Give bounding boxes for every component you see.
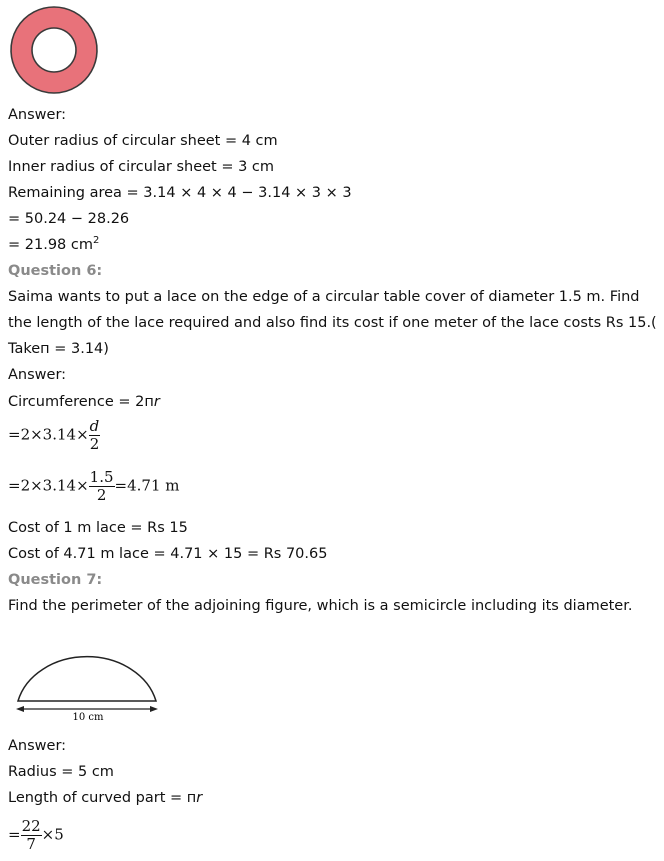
- q5-outer-radius: Outer radius of circular sheet = 4 cm: [8, 133, 278, 149]
- q7-answer-label: Answer:: [8, 738, 67, 754]
- q7-eq-fraction: [21, 818, 42, 853]
- q5-result: [8, 236, 99, 254]
- dimension-arrow-right: [150, 706, 158, 712]
- eq2-denominator: 2: [96, 486, 107, 504]
- eq1-fraction: [89, 418, 101, 453]
- q6-equation1: [8, 418, 100, 453]
- q6-circumference: [8, 393, 160, 411]
- q7-eq-prefix: =: [8, 825, 21, 844]
- q5-inner-radius: Inner radius of circular sheet = 3 cm: [8, 159, 275, 175]
- ring-figure: [4, 0, 104, 96]
- eq2-prefix: =2×3.14×: [8, 476, 89, 495]
- circumference-text: Circumference = 2п: [8, 394, 154, 410]
- q6-heading: Question 6:: [8, 263, 103, 279]
- q7-heading: Question 7:: [8, 572, 103, 588]
- semicircle-figure: [8, 640, 168, 722]
- q7-radius: Radius = 5 cm: [8, 764, 114, 780]
- eq1-denominator: 2: [89, 435, 100, 453]
- q6-text-line1: Saima wants to put a lace on the edge of a circular table cover of diameter 1.5 m. Find: [8, 289, 640, 305]
- q5-answer-label: Answer:: [8, 107, 67, 123]
- q6-text-line3: Takeп = 3.14): [8, 341, 109, 357]
- eq2-fraction: [89, 469, 115, 504]
- q5-result-value: = 21.98 cm: [8, 237, 93, 253]
- eq2-numerator: 1.5: [89, 468, 114, 486]
- ring-shape: [11, 7, 97, 93]
- figure-label: 10 cm: [72, 712, 104, 722]
- eq1-prefix: =2×3.14×: [8, 425, 89, 444]
- curved-var: r: [196, 790, 203, 806]
- q6-text-line2: the length of the lace required and also find its cost if one meter of the lace costs Rs 15.(: [8, 315, 657, 331]
- semicircle-arc: [18, 657, 156, 701]
- area-exponent: 2: [92, 235, 100, 246]
- dimension-arrow-left: [16, 706, 24, 712]
- q6-answer-label: Answer:: [8, 367, 67, 383]
- q7-text: Find the perimeter of the adjoining figure, which is a semicircle including its diameter.: [8, 598, 633, 614]
- q5-step1: = 50.24 − 28.26: [8, 211, 130, 227]
- q7-eq-denominator: 7: [26, 835, 36, 853]
- eq1-numerator: d: [89, 417, 100, 435]
- circumference-var: r: [153, 394, 160, 410]
- eq2-suffix: =4.71 m: [114, 476, 180, 495]
- q6-cost2: Cost of 4.71 m lace = 4.71 × 15 = Rs 70.65: [8, 546, 328, 562]
- q5-remaining-area: Remaining area = 3.14 × 4 × 4 − 3.14 × 3 × 3: [8, 185, 352, 201]
- q7-eq-numerator: 22: [21, 817, 41, 835]
- q6-cost1: Cost of 1 m lace = Rs 15: [8, 520, 188, 536]
- curved-text: Length of curved part = п: [8, 790, 197, 806]
- q7-eq-suffix: ×5: [41, 825, 64, 844]
- q7-equation: [8, 818, 64, 853]
- q6-equation2: [8, 469, 179, 504]
- q7-curved-length: [8, 789, 202, 807]
